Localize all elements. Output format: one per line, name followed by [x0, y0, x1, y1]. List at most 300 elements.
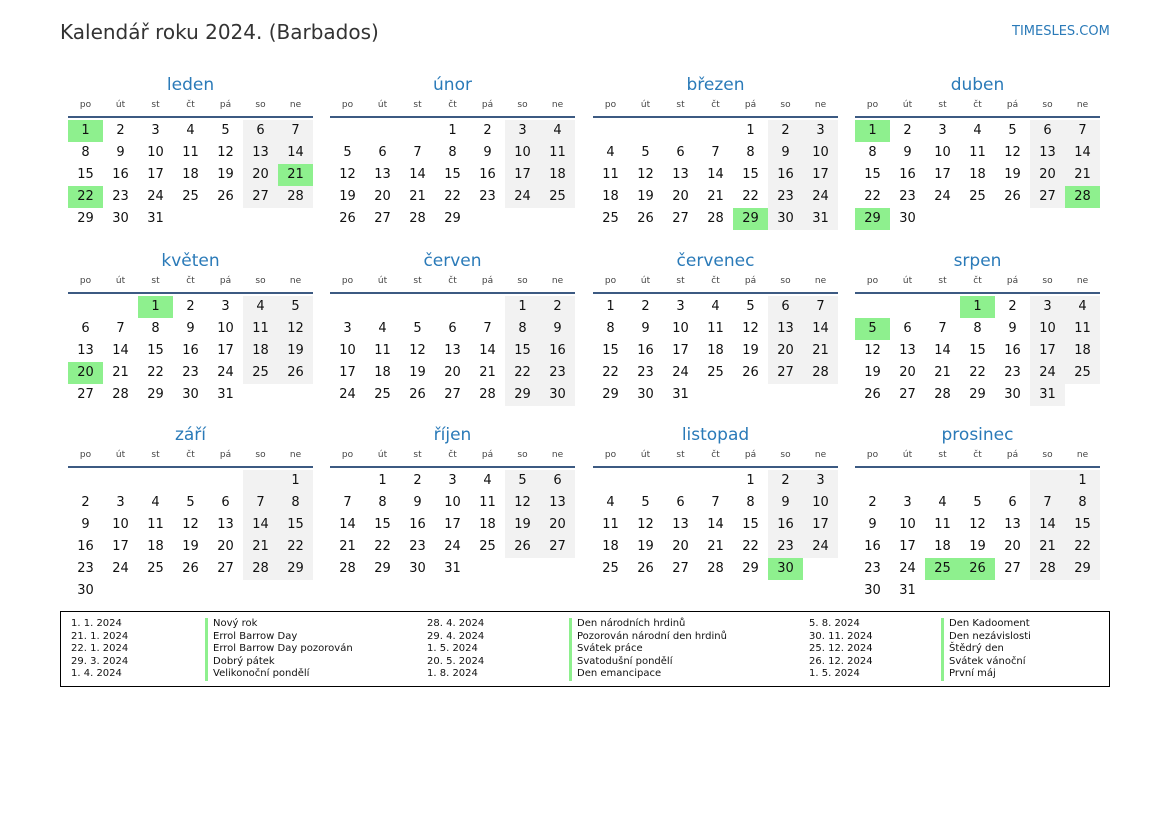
day-cell: 2	[1008, 299, 1017, 314]
month-name: duben	[950, 75, 1005, 95]
weekday-label: čt	[186, 100, 195, 110]
day-cell: 24	[217, 365, 234, 380]
day-cell: 27	[243, 186, 278, 208]
legend-names	[569, 618, 727, 681]
day-cell: 16	[77, 539, 94, 554]
empty-cell	[470, 296, 505, 318]
day-cell: 17	[505, 164, 540, 186]
weekday-header	[68, 448, 313, 468]
day-cell: 28	[243, 558, 278, 580]
day-cell: 14	[278, 142, 313, 164]
day-cell: 13	[768, 318, 803, 340]
weekday-label: čt	[448, 276, 457, 286]
day-cell: 7	[803, 296, 838, 318]
day-cell: 23	[768, 186, 803, 208]
day-cell: 11	[540, 142, 575, 164]
day-cell: 1	[278, 470, 313, 492]
weekday-label: so	[517, 276, 528, 286]
day-cell: 18	[602, 189, 619, 204]
day-cell: 23	[540, 362, 575, 384]
weekday-label: so	[780, 276, 791, 286]
holiday-day: 1	[68, 120, 103, 142]
day-cell: 12	[409, 343, 426, 358]
day-cell: 5	[973, 495, 982, 510]
month-1	[68, 72, 313, 230]
day-cell: 29	[278, 558, 313, 580]
day-cell: 22	[602, 365, 619, 380]
day-cell: 18	[147, 539, 164, 554]
day-cell: 15	[742, 167, 759, 182]
day-cell: 12	[969, 517, 986, 532]
day-cell: 8	[1065, 492, 1100, 514]
weekday-header	[855, 98, 1100, 118]
day-cell: 18	[479, 517, 496, 532]
day-cell: 30	[1004, 387, 1021, 402]
day-cell: 22	[374, 539, 391, 554]
day-cell: 11	[969, 145, 986, 160]
day-cell: 2	[81, 495, 90, 510]
holiday-day: 29	[855, 208, 890, 230]
day-cell: 5	[641, 495, 650, 510]
legend-date: 1. 5. 2024	[809, 668, 860, 679]
empty-cell	[855, 470, 890, 492]
day-cell: 13	[540, 492, 575, 514]
weekday-label: st	[413, 276, 422, 286]
day-cell: 24	[112, 561, 129, 576]
day-cell: 16	[112, 167, 129, 182]
day-cell: 30	[182, 387, 199, 402]
day-cell: 25	[243, 362, 278, 384]
day-grid	[855, 296, 1100, 406]
day-cell: 21	[409, 189, 426, 204]
day-cell: 17	[1030, 340, 1065, 362]
day-cell: 30	[768, 208, 803, 230]
day-cell: 16	[864, 539, 881, 554]
weekday-label: čt	[448, 100, 457, 110]
day-cell: 26	[217, 189, 234, 204]
day-cell: 12	[217, 145, 234, 160]
day-cell: 17	[217, 343, 234, 358]
day-cell: 25	[479, 539, 496, 554]
day-cell: 15	[374, 517, 391, 532]
day-cell: 28	[707, 211, 724, 226]
day-cell: 30	[77, 583, 94, 598]
day-cell: 22	[969, 365, 986, 380]
month-name: listopad	[681, 425, 750, 445]
day-grid	[855, 120, 1100, 230]
site-link[interactable]: TIMESLES.COM	[1012, 24, 1110, 39]
day-cell: 28	[707, 561, 724, 576]
day-cell: 17	[672, 343, 689, 358]
empty-cell	[330, 470, 365, 492]
day-cell: 17	[934, 167, 951, 182]
day-cell: 25	[182, 189, 199, 204]
day-cell: 19	[278, 340, 313, 362]
day-cell: 8	[606, 321, 615, 336]
weekday-header	[855, 274, 1100, 294]
day-cell: 29	[147, 387, 164, 402]
day-cell: 26	[637, 561, 654, 576]
weekday-label: pá	[481, 450, 494, 460]
holiday-day: 26	[960, 558, 995, 580]
day-cell: 3	[1030, 296, 1065, 318]
weekday-label: ne	[814, 276, 827, 286]
day-cell: 16	[182, 343, 199, 358]
day-cell: 15	[444, 167, 461, 182]
day-cell: 10	[934, 145, 951, 160]
page-title: Kalendář roku 2024. (Barbados)	[60, 20, 379, 44]
day-cell: 11	[707, 321, 724, 336]
weekday-label: pá	[219, 450, 232, 460]
weekday-label: pá	[744, 450, 757, 460]
day-cell: 15	[969, 343, 986, 358]
day-cell: 11	[602, 167, 619, 182]
day-cell: 5	[343, 145, 352, 160]
month-11	[593, 422, 838, 580]
day-cell: 4	[151, 495, 160, 510]
weekday-label: st	[938, 100, 947, 110]
empty-cell	[365, 296, 400, 318]
day-cell: 27	[899, 387, 916, 402]
legend-date: 29. 3. 2024	[71, 655, 129, 667]
day-cell: 26	[182, 561, 199, 576]
day-cell: 13	[899, 343, 916, 358]
legend-dates	[809, 618, 873, 681]
day-cell: 5	[413, 321, 422, 336]
empty-cell	[960, 470, 995, 492]
empty-cell	[890, 296, 925, 318]
weekday-label: pá	[744, 100, 757, 110]
weekday-label: po	[79, 100, 92, 110]
month-7	[593, 248, 838, 406]
day-cell: 8	[378, 495, 387, 510]
day-cell: 6	[676, 495, 685, 510]
day-cell: 8	[746, 495, 755, 510]
holiday-day: 1	[960, 296, 995, 318]
weekday-label: so	[1042, 450, 1053, 460]
weekday-label: čt	[711, 276, 720, 286]
day-cell: 28	[479, 387, 496, 402]
day-cell: 25	[602, 211, 619, 226]
day-cell: 21	[707, 539, 724, 554]
day-cell: 24	[147, 189, 164, 204]
day-cell: 30	[899, 211, 916, 226]
day-cell: 7	[413, 145, 422, 160]
holiday-day: 1	[855, 120, 890, 142]
empty-cell	[103, 296, 138, 318]
day-cell: 21	[707, 189, 724, 204]
day-cell: 16	[768, 164, 803, 186]
day-cell: 20	[768, 340, 803, 362]
day-cell: 9	[413, 495, 422, 510]
holiday-day: 28	[1065, 186, 1100, 208]
day-cell: 21	[243, 536, 278, 558]
day-cell: 23	[112, 189, 129, 204]
day-cell: 3	[116, 495, 125, 510]
empty-cell	[628, 470, 663, 492]
day-cell: 3	[938, 123, 947, 138]
legend-holiday-name: První máj	[941, 668, 1031, 681]
day-cell: 26	[409, 387, 426, 402]
day-cell: 25	[1065, 362, 1100, 384]
weekday-header	[330, 448, 575, 468]
weekday-label: čt	[448, 450, 457, 460]
weekday-label: po	[604, 276, 617, 286]
day-cell: 17	[899, 539, 916, 554]
weekday-header	[68, 274, 313, 294]
weekday-label: čt	[186, 450, 195, 460]
weekday-label: čt	[186, 276, 195, 286]
weekday-header	[855, 448, 1100, 468]
day-cell: 1	[746, 473, 755, 488]
weekday-label: čt	[973, 100, 982, 110]
day-cell: 21	[1065, 164, 1100, 186]
day-cell: 31	[147, 211, 164, 226]
day-cell: 21	[112, 365, 129, 380]
legend-date: 1. 5. 2024	[427, 643, 478, 654]
legend-date: 22. 1. 2024	[71, 643, 129, 654]
day-cell: 13	[77, 343, 94, 358]
weekday-label: út	[377, 450, 388, 460]
day-cell: 31	[1030, 384, 1065, 406]
day-cell: 21	[934, 365, 951, 380]
day-cell: 27	[217, 561, 234, 576]
day-cell: 6	[903, 321, 912, 336]
day-cell: 24	[672, 365, 689, 380]
day-cell: 28	[339, 561, 356, 576]
day-cell: 25	[540, 186, 575, 208]
day-cell: 19	[1004, 167, 1021, 182]
day-cell: 29	[602, 387, 619, 402]
day-cell: 26	[864, 387, 881, 402]
legend-names	[941, 618, 1031, 681]
weekday-label: st	[676, 100, 685, 110]
weekday-label: so	[517, 100, 528, 110]
month-9	[68, 422, 313, 602]
weekday-label: út	[115, 450, 126, 460]
day-cell: 23	[768, 536, 803, 558]
day-cell: 24	[444, 539, 461, 554]
day-cell: 23	[864, 561, 881, 576]
day-cell: 12	[742, 321, 759, 336]
day-cell: 5	[278, 296, 313, 318]
day-cell: 25	[602, 561, 619, 576]
weekday-label: po	[341, 276, 354, 286]
day-cell: 24	[803, 186, 838, 208]
day-cell: 10	[147, 145, 164, 160]
day-cell: 18	[1065, 340, 1100, 362]
day-cell: 15	[864, 167, 881, 182]
day-cell: 7	[116, 321, 125, 336]
day-cell: 19	[409, 365, 426, 380]
day-cell: 1	[1065, 470, 1100, 492]
day-cell: 14	[243, 514, 278, 536]
day-cell: 4	[243, 296, 278, 318]
weekday-label: út	[902, 276, 913, 286]
weekday-label: út	[640, 276, 651, 286]
day-cell: 20	[672, 539, 689, 554]
month-8	[855, 248, 1100, 406]
month-10	[330, 422, 575, 580]
day-cell: 18	[602, 539, 619, 554]
empty-cell	[698, 470, 733, 492]
day-cell: 13	[1030, 142, 1065, 164]
legend-date: 21. 1. 2024	[71, 630, 129, 642]
day-cell: 29	[374, 561, 391, 576]
month-4	[855, 72, 1100, 230]
month-6	[330, 248, 575, 406]
weekday-label: st	[151, 100, 160, 110]
weekday-header	[593, 274, 838, 294]
empty-cell	[855, 296, 890, 318]
day-cell: 26	[637, 211, 654, 226]
day-cell: 10	[444, 495, 461, 510]
day-cell: 5	[1008, 123, 1017, 138]
day-cell: 9	[903, 145, 912, 160]
day-cell: 12	[864, 343, 881, 358]
weekday-label: ne	[551, 276, 564, 286]
weekday-label: ne	[814, 100, 827, 110]
day-grid	[593, 120, 838, 230]
legend-names	[205, 618, 353, 681]
legend-holiday-name: Štědrý den	[941, 643, 1031, 656]
day-cell: 23	[899, 189, 916, 204]
day-cell: 5	[186, 495, 195, 510]
day-cell: 29	[444, 211, 461, 226]
legend-date: 25. 12. 2024	[809, 643, 873, 654]
weekday-label: pá	[1006, 450, 1019, 460]
month-name: červen	[423, 251, 482, 271]
weekday-label: pá	[219, 276, 232, 286]
month-name: květen	[161, 251, 220, 271]
day-cell: 18	[540, 164, 575, 186]
day-cell: 10	[505, 142, 540, 164]
weekday-label: út	[115, 276, 126, 286]
day-cell: 8	[278, 492, 313, 514]
day-cell: 17	[147, 167, 164, 182]
day-cell: 6	[448, 321, 457, 336]
day-cell: 3	[505, 120, 540, 142]
day-cell: 5	[641, 145, 650, 160]
day-cell: 8	[868, 145, 877, 160]
legend-holiday-name: Dobrý pátek	[205, 656, 353, 669]
day-cell: 14	[934, 343, 951, 358]
weekday-label: st	[676, 450, 685, 460]
weekday-label: út	[902, 100, 913, 110]
day-cell: 30	[540, 384, 575, 406]
day-cell: 20	[899, 365, 916, 380]
day-cell: 8	[81, 145, 90, 160]
day-cell: 4	[540, 120, 575, 142]
day-cell: 5	[505, 470, 540, 492]
weekday-label: ne	[814, 450, 827, 460]
day-cell: 14	[803, 318, 838, 340]
day-cell: 9	[116, 145, 125, 160]
day-cell: 28	[934, 387, 951, 402]
weekday-label: ne	[289, 450, 302, 460]
weekday-label: so	[255, 100, 266, 110]
holiday-day: 25	[925, 558, 960, 580]
day-cell: 1	[746, 123, 755, 138]
weekday-label: po	[79, 450, 92, 460]
day-cell: 28	[409, 211, 426, 226]
day-cell: 15	[77, 167, 94, 182]
day-cell: 4	[378, 321, 387, 336]
month-name: prosinec	[941, 425, 1014, 445]
day-cell: 3	[221, 299, 230, 314]
legend-holiday-name: Den Kadooment	[941, 618, 1031, 631]
empty-cell	[925, 470, 960, 492]
day-cell: 3	[903, 495, 912, 510]
day-cell: 7	[711, 145, 720, 160]
day-cell: 2	[413, 473, 422, 488]
day-cell: 19	[637, 189, 654, 204]
day-cell: 5	[746, 299, 755, 314]
day-cell: 20	[540, 514, 575, 536]
empty-cell	[68, 470, 103, 492]
weekday-label: so	[255, 276, 266, 286]
day-cell: 9	[81, 517, 90, 532]
day-cell: 9	[868, 517, 877, 532]
day-cell: 27	[1030, 186, 1065, 208]
day-cell: 13	[243, 142, 278, 164]
empty-cell	[400, 120, 435, 142]
day-cell: 28	[112, 387, 129, 402]
month-name: srpen	[953, 251, 1002, 271]
day-cell: 12	[339, 167, 356, 182]
day-cell: 26	[339, 211, 356, 226]
day-cell: 10	[217, 321, 234, 336]
day-cell: 26	[1004, 189, 1021, 204]
legend-date: 5. 8. 2024	[809, 618, 860, 629]
day-cell: 12	[278, 318, 313, 340]
weekday-header	[593, 98, 838, 118]
weekday-label: po	[866, 276, 879, 286]
day-cell: 24	[899, 561, 916, 576]
day-grid	[68, 296, 313, 406]
day-cell: 12	[1004, 145, 1021, 160]
empty-cell	[435, 296, 470, 318]
day-cell: 14	[112, 343, 129, 358]
weekday-label: čt	[711, 450, 720, 460]
weekday-label: st	[938, 450, 947, 460]
weekday-label: ne	[289, 276, 302, 286]
day-cell: 13	[1004, 517, 1021, 532]
day-cell: 5	[221, 123, 230, 138]
weekday-label: st	[938, 276, 947, 286]
day-cell: 26	[742, 365, 759, 380]
day-cell: 29	[742, 561, 759, 576]
weekday-label: ne	[289, 100, 302, 110]
day-cell: 27	[444, 387, 461, 402]
day-cell: 3	[676, 299, 685, 314]
day-cell: 6	[221, 495, 230, 510]
day-cell: 20	[1030, 164, 1065, 186]
legend-holiday-name: Den nezávislosti	[941, 631, 1031, 644]
day-cell: 6	[243, 120, 278, 142]
day-cell: 31	[899, 583, 916, 598]
day-cell: 7	[483, 321, 492, 336]
day-cell: 20	[1004, 539, 1021, 554]
day-cell: 30	[637, 387, 654, 402]
day-cell: 10	[672, 321, 689, 336]
month-name: leden	[166, 75, 215, 95]
empty-cell	[365, 120, 400, 142]
day-cell: 4	[186, 123, 195, 138]
day-cell: 1	[448, 123, 457, 138]
day-cell: 16	[637, 343, 654, 358]
weekday-label: út	[640, 450, 651, 460]
